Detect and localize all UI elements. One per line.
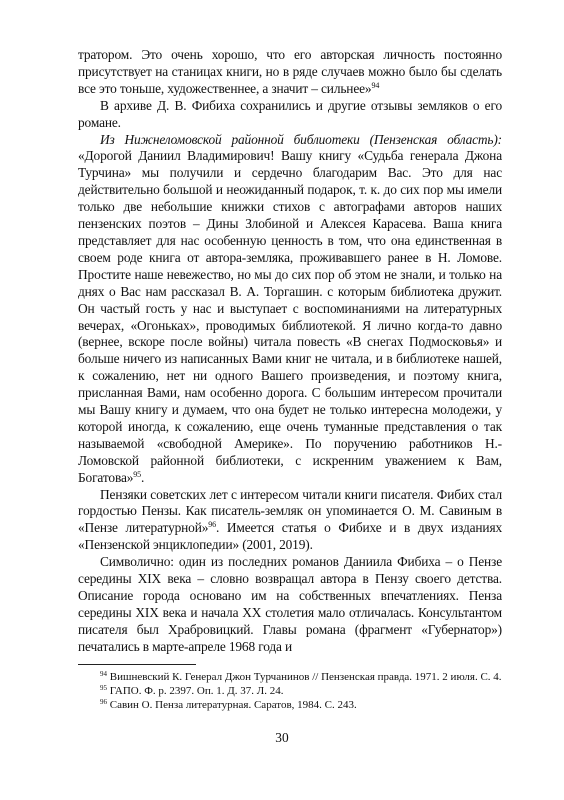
paragraph-text: «Дорогой Даниил Владимирович! Вашу книгу «Судьба генерала Джона Турчина» мы получили и сердечно благодарим Вас. Это для нас действительно большой и неожиданный подарок, т. к. до сих пор мы имели только две небольшие книжки стихов с автографами авторов наших пензенских поэтов – Дины Злобиной и Алексея Карасева. Ваша книга представляет для нас особенную ценность в том, что она единственная в своем роде книга от автора-земляка, проживавшего ранее в Н. Ломове. Простите наше невежество, но мы до сих пор об этом не знали, и только на днях о Вас нам рассказал В. А. Торгашин. с которым библиотека дружит. Он частый гость у нас и выступает с воспоминаниями на литературных вечерах, «Огоньках», проводимых библиотекой. Я лично когда-то давно (вернее, вскоре после войны) читала повесть «В снегах Подмосковья» и больше ничего из написанных Вами книг не читала, и в библиотеке нашей, к сожалению, нет ни одного Вашего произведения, и поэтому книга, присланная Вами, нам особенно дорога. С большим интересом прочитали мы Вашу книгу и думаем, что она будет не только интересна молодежи, у которой иногда, к сожалению, еще очень туманные представления о так называемой «свободной Америке». По поручению работников Н.-Ломовской районной библиотеки, с искренним уважением к Вам, Богатова» [78,148,502,485]
footnote-number: 94 [100,670,107,678]
paragraph [78,487,502,555]
footnote [78,684,502,698]
main-text [78,47,502,656]
footnotes [78,670,502,713]
footnote-text: Вишневский К. Генерал Джон Турчанинов // Пензенская правда. 1971. 2 июля. С. 4. [109,671,502,683]
footnote-text: ГАПО. Ф. р. 2397. Оп. 1. Д. 37. Л. 24. [109,685,284,698]
paragraph-text: Пензяки советских лет с интересом читали книги писателя. Фибих стал гордостью Пензы. Как писатель-земляк он упоминается О. М. Савиным в «Пензе литературной» [78,486,502,536]
source-attribution: Из Нижнеломовской районной библиотеки (Пензенская область): [100,131,502,147]
paragraph-text: Символично: один из последних романов Даниила Фибиха – о Пензе середины XIX века – словно возвращал автора в Пензу своего детства. Описание города основано им на собственных впечатлениях. Пенза середины XIX века и начала XX столетия мало отличалась. Консультантом писателя был Храбровицкий. Главы романа (фрагмент «Губернатор») печатались в марте-апреле 1968 года и [78,554,502,654]
paragraph [78,98,502,132]
footnote-ref: 94 [371,80,380,90]
footnote [78,698,502,712]
footnote-text: Савин О. Пенза литературная. Саратов, 1984. С. 243. [109,699,357,712]
paragraph-text: В архиве Д. В. Фибиха сохранились и другие отзывы земляков о его романе. [78,97,502,130]
footnote-ref: 95 [133,469,141,479]
footnote-number: 95 [100,684,107,693]
paragraph-tail: . [140,469,145,485]
footnote-divider [78,664,196,665]
footnote [78,670,502,684]
footnote-number: 96 [100,698,107,707]
paragraph [78,47,502,98]
footnote-ref: 96 [208,520,216,530]
paragraph [78,132,502,487]
page-number: 30 [275,730,289,745]
paragraph [78,554,502,655]
paragraph-tail: . Имеется статья о Фибихе и в двух изданиях «Пензенской энциклопедии» (2001, 2019). [78,520,502,553]
paragraph-text: тратором. Это очень хорошо, что его авторская личность постоянно присутствует на станицах книги, но в ряде случаев можно было бы сделать все это тоньше, художественнее, а значит – сильнее» [78,47,502,96]
